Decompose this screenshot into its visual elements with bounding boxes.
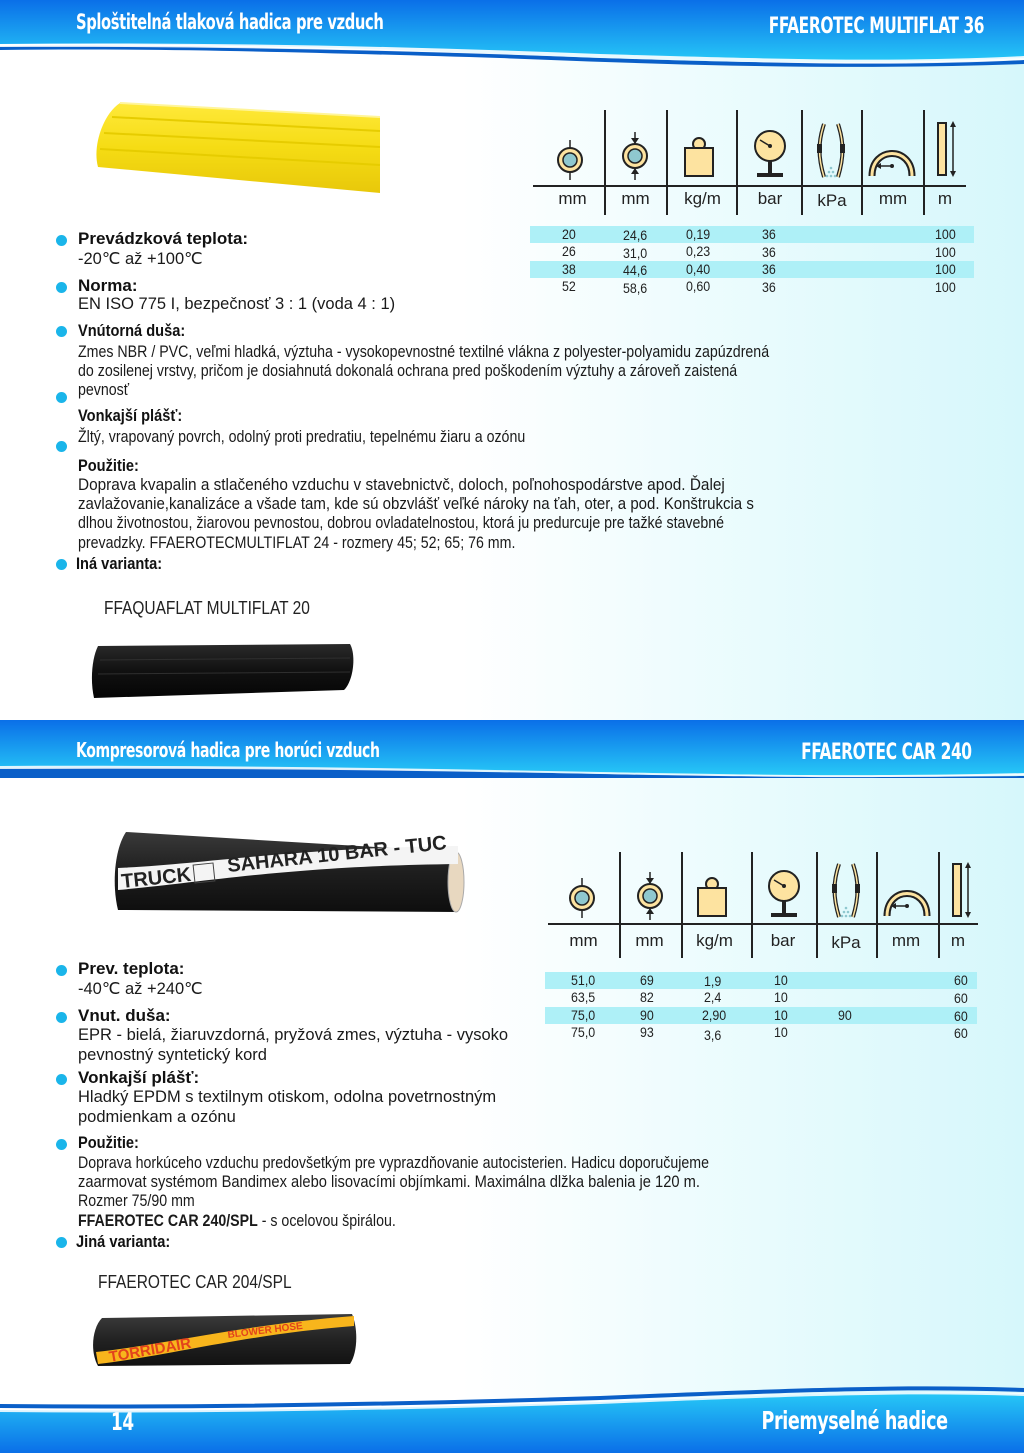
norm-label: Norma:: [78, 276, 138, 295]
column-divider: [619, 852, 621, 958]
column-divider: [801, 110, 803, 215]
outer-cover-label: Vonkajší plášť:: [78, 406, 183, 425]
hose-print-torridair: TORRIDAIR: [107, 1334, 193, 1366]
usage-line: prevadzky. FFAEROTECMULTIFLAT 24 - rozmery 45; 52; 65; 76 mm.: [78, 534, 516, 552]
row-highlight: [545, 1007, 977, 1024]
temperature-value: -40℃ až +240℃: [78, 980, 203, 998]
inner-tube-line: pevnosť: [78, 381, 130, 399]
variant-label: Iná varianta:: [76, 554, 163, 573]
column-divider: [861, 110, 863, 215]
header-right-title: FFAEROTEC MULTIFLAT 36: [768, 14, 984, 39]
inner-diameter-icon: [567, 878, 597, 918]
bend-radius-icon: [868, 133, 916, 178]
usage-line: zaarmovat systémom Bandimex alebo lisovacími objímkami. Maximálna dlžka balenia je 120 m.: [78, 1173, 700, 1191]
inner-tube-line: pevnostný syntetický kord: [78, 1046, 267, 1064]
column-divider: [923, 110, 925, 215]
vacuum-icon: [816, 120, 846, 182]
column-divider: [736, 110, 738, 215]
hose-print-sahara: SAHARA 10 BAR - TUC: [226, 832, 448, 877]
length-icon: [935, 117, 959, 179]
section2-right-title: FFAEROTEC CAR 240: [801, 740, 972, 765]
unit-label: m: [950, 931, 966, 950]
section2-header-band: [0, 718, 1024, 778]
product1-spec-table: mm mm kg/m bar kPa mm m 20 24,6 0,19 36 100 26 31,0 0,23 36 100 38 44,6 0,40 36 100 52 58,6 0,60 36 100: [530, 105, 980, 305]
header-underline: [548, 923, 978, 925]
unit-label: mm: [635, 931, 664, 950]
sahara-hose-image: [108, 826, 468, 918]
bullet-icon: [56, 392, 67, 403]
outer-diameter-icon: [635, 870, 665, 920]
unit-label: bar: [757, 189, 783, 208]
column-divider: [681, 852, 683, 958]
bullet-icon: [56, 282, 67, 293]
torridair-hose-image: [88, 1310, 358, 1370]
outer-cover-line: Hladký EPDM s textilnym otiskom, odolna povetrnostným: [78, 1088, 497, 1106]
row-highlight: [530, 226, 974, 243]
page-number: 14: [111, 1408, 134, 1436]
outer-cover-value: Žltý, vrapovaný povrch, odolný proti predratiu, tepelnému žiaru a ozónu: [78, 428, 526, 446]
inner-tube-line: Zmes NBR / PVC, veľmi hladká, výztuha - vysokopevnostné textilné vlákna z polyester-polyamidu zapúzdrená: [78, 343, 770, 361]
usage-line: Doprava horkúceho vzduchu predovšetkým pre vyprazdňovanie autocisterien. Hadicu doporučujeme: [78, 1154, 710, 1172]
unit-label: kPa: [831, 933, 861, 952]
bullet-icon: [56, 1012, 67, 1023]
unit-label: mm: [569, 931, 598, 950]
unit-label: bar: [770, 931, 796, 950]
unit-label: kg/m: [696, 931, 733, 950]
hose-print-blower: BLOWER HOSE: [227, 1320, 304, 1341]
outer-cover-label: Vonkajší plášť:: [78, 1068, 200, 1087]
black-flat-hose-image: [88, 640, 358, 700]
bullet-icon: [56, 559, 67, 570]
column-divider: [751, 852, 753, 958]
hose-print-truck: TRUCK: [120, 863, 193, 893]
row-highlight: [545, 972, 977, 989]
bend-radius-icon: [883, 874, 931, 918]
spl-variant-note: [78, 1212, 396, 1231]
yellow-flat-hose-image: [90, 95, 380, 205]
row-highlight: [530, 261, 974, 278]
usage-line: Doprava kvapalin a stlačeného vzduchu v stavebnictvč, doloch, poľnohospodárstve apod. Ďalej: [78, 476, 725, 494]
norm-value: EN ISO 775 I, bezpečnosť 3 : 1 (voda 4 : 1): [78, 295, 396, 313]
bullet-icon: [56, 235, 67, 246]
length-icon: [950, 858, 974, 920]
bullet-icon: [56, 1074, 67, 1085]
pressure-gauge-icon: [767, 866, 801, 920]
section2-left-title: Kompresorová hadica pre horúci vzduch: [76, 738, 380, 762]
usage-label: Použitie:: [78, 456, 139, 475]
weight-icon: [682, 133, 716, 178]
variant-label: Jiná varianta:: [76, 1232, 171, 1251]
unit-label: kg/m: [684, 189, 721, 208]
outer-cover-line: podmienkam a ozónu: [78, 1108, 236, 1126]
bullet-icon: [56, 965, 67, 976]
footer-band: [0, 1380, 1024, 1453]
column-divider: [816, 852, 818, 958]
unit-label: mm: [621, 189, 650, 208]
header-underline: [533, 185, 966, 187]
top-header-band: [0, 0, 1024, 72]
footer-title: Priemyselné hadice: [761, 1406, 948, 1435]
inner-tube-line: do zosilenej vrstvy, pričom je dosiahnutá dokonalá ochrana pred poškodením výztuhy a zároveň zaistená: [78, 362, 738, 380]
column-divider: [666, 110, 668, 215]
unit-label: kPa: [817, 191, 847, 210]
weight-icon: [695, 874, 729, 918]
column-divider: [876, 852, 878, 958]
temperature-label: Prevádzková teplota:: [78, 229, 249, 248]
pressure-gauge-icon: [753, 125, 787, 180]
outer-diameter-icon: [620, 130, 650, 180]
temperature-label: Prev. teplota:: [78, 959, 185, 978]
unit-label: mm: [558, 189, 587, 208]
temperature-value: -20℃ až +100℃: [78, 250, 203, 268]
usage-line: Rozmer 75/90 mm: [78, 1192, 195, 1210]
spl-variant-desc: - s ocelovou špirálou.: [257, 1212, 396, 1230]
bullet-icon: [56, 1139, 67, 1150]
column-divider: [604, 110, 606, 215]
usage-label: Použitie:: [78, 1133, 139, 1152]
variant-product-name: FFAQUAFLAT MULTIFLAT 20: [104, 598, 310, 618]
inner-tube-label: Vnut. duša:: [78, 1006, 171, 1025]
bullet-icon: [56, 326, 67, 337]
usage-line: dlhou životnostou, žiarovou pevnostou, dobrou ovladatelnostou, ktorá ju predurcuje pre tažké stavebné: [78, 514, 725, 532]
spl-variant-name: FFAEROTEC CAR 240/SPL: [78, 1212, 258, 1230]
inner-diameter-icon: [555, 135, 585, 180]
usage-line: zavlažovanie,kanalizáce a všade tam, kde sú obzvlášť veľké nároky na ťah, oter, a pod. Konštrukcia s: [78, 495, 754, 513]
inner-tube-label: Vnútorná duša:: [78, 321, 186, 340]
unit-label: mm: [878, 189, 908, 208]
variant-product-name: FFAEROTEC CAR 204/SPL: [98, 1272, 292, 1292]
product2-spec-table: mm mm kg/m bar kPa mm m 51,0 69 1,9 10 60 63,5 82 2,4 10 60 75,0 90 2,90 10 90 60 75,0 93 3,6 10 60: [545, 848, 985, 1048]
header-left-title: Sploštitelná tlaková hadica pre vzduch: [76, 10, 384, 34]
column-divider: [938, 852, 940, 958]
inner-tube-line: EPR - bielá, žiaruvzdorná, pryžová zmes, výztuha - vysoko: [78, 1026, 509, 1044]
bullet-icon: [56, 1237, 67, 1248]
unit-label: mm: [891, 931, 921, 950]
vacuum-icon: [831, 860, 861, 922]
bullet-icon: [56, 441, 67, 452]
unit-label: m: [937, 189, 953, 208]
